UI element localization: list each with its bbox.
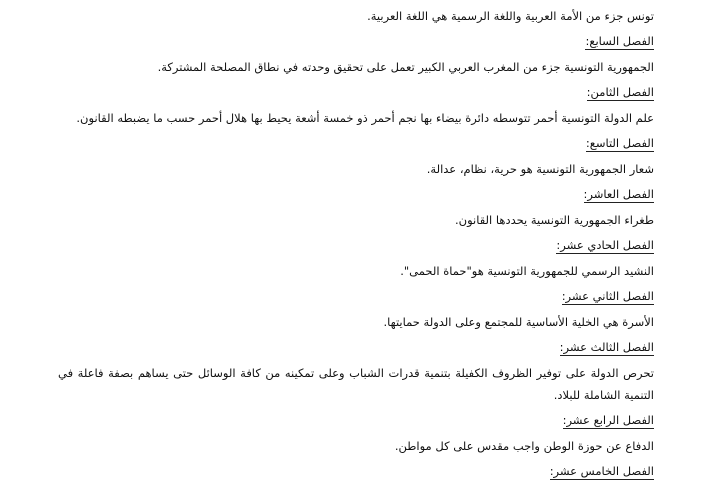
- article-block: [0, 333, 720, 406]
- article-text: شعار الجمهورية التونسية هو حرية، نظام، عدالة.: [426, 162, 654, 176]
- article-text: علم الدولة التونسية أحمر تتوسطه دائرة بيضاء بها نجم أحمر ذو خمسة أشعة يحيط بها هلال أحمر حسب ما يضبطه القانون.: [76, 111, 654, 125]
- article-text: طغراء الجمهورية التونسية يحددها القانون.: [454, 213, 654, 227]
- article-block: [0, 27, 720, 78]
- article-block: [0, 406, 720, 457]
- article-heading: الفصل الرابع عشر:: [562, 413, 654, 427]
- article-block: [0, 0, 720, 27]
- article-text: الدفاع عن حوزة الوطن واجب مقدس على كل مواطن.: [394, 439, 654, 453]
- article-block: [0, 78, 720, 129]
- article-heading: الفصل التاسع:: [585, 136, 654, 150]
- article-text: الأسرة هي الخلية الأساسية للمجتمع وعلى الدولة حمايتها.: [383, 315, 654, 329]
- article-heading: الفصل العاشر:: [583, 187, 654, 201]
- article-text: تونس جزء من الأمة العربية واللغة الرسمية هي اللغة العربية.: [367, 9, 654, 23]
- article-heading: الفصل الثاني عشر:: [561, 289, 654, 303]
- article-block: [0, 282, 720, 333]
- article-text: تحرص الدولة على توفير الظروف الكفيلة بتنمية قدرات الشباب وعلى تمكينه من كافة الوسائل حتى يساهم بصفة فاعلة في التنمية الشاملة للبلاد.: [58, 366, 654, 402]
- article-block: [0, 457, 720, 486]
- article-heading: الفصل الحادي عشر:: [556, 238, 654, 252]
- article-block: [0, 231, 720, 282]
- article-heading: الفصل الثامن:: [586, 85, 654, 99]
- article-block: [0, 180, 720, 231]
- article-heading: الفصل السابع:: [585, 34, 654, 48]
- article-block: [0, 129, 720, 180]
- article-text: الجمهورية التونسية جزء من المغرب العربي الكبير تعمل على تحقيق وحدته في نطاق المصلحة المشتركة.: [157, 60, 654, 74]
- article-heading: الفصل الثالث عشر:: [559, 340, 654, 354]
- article-heading: الفصل الخامس عشر:: [549, 464, 654, 478]
- article-text: النشيد الرسمي للجمهورية التونسية هو"حماة الحمى".: [400, 264, 654, 278]
